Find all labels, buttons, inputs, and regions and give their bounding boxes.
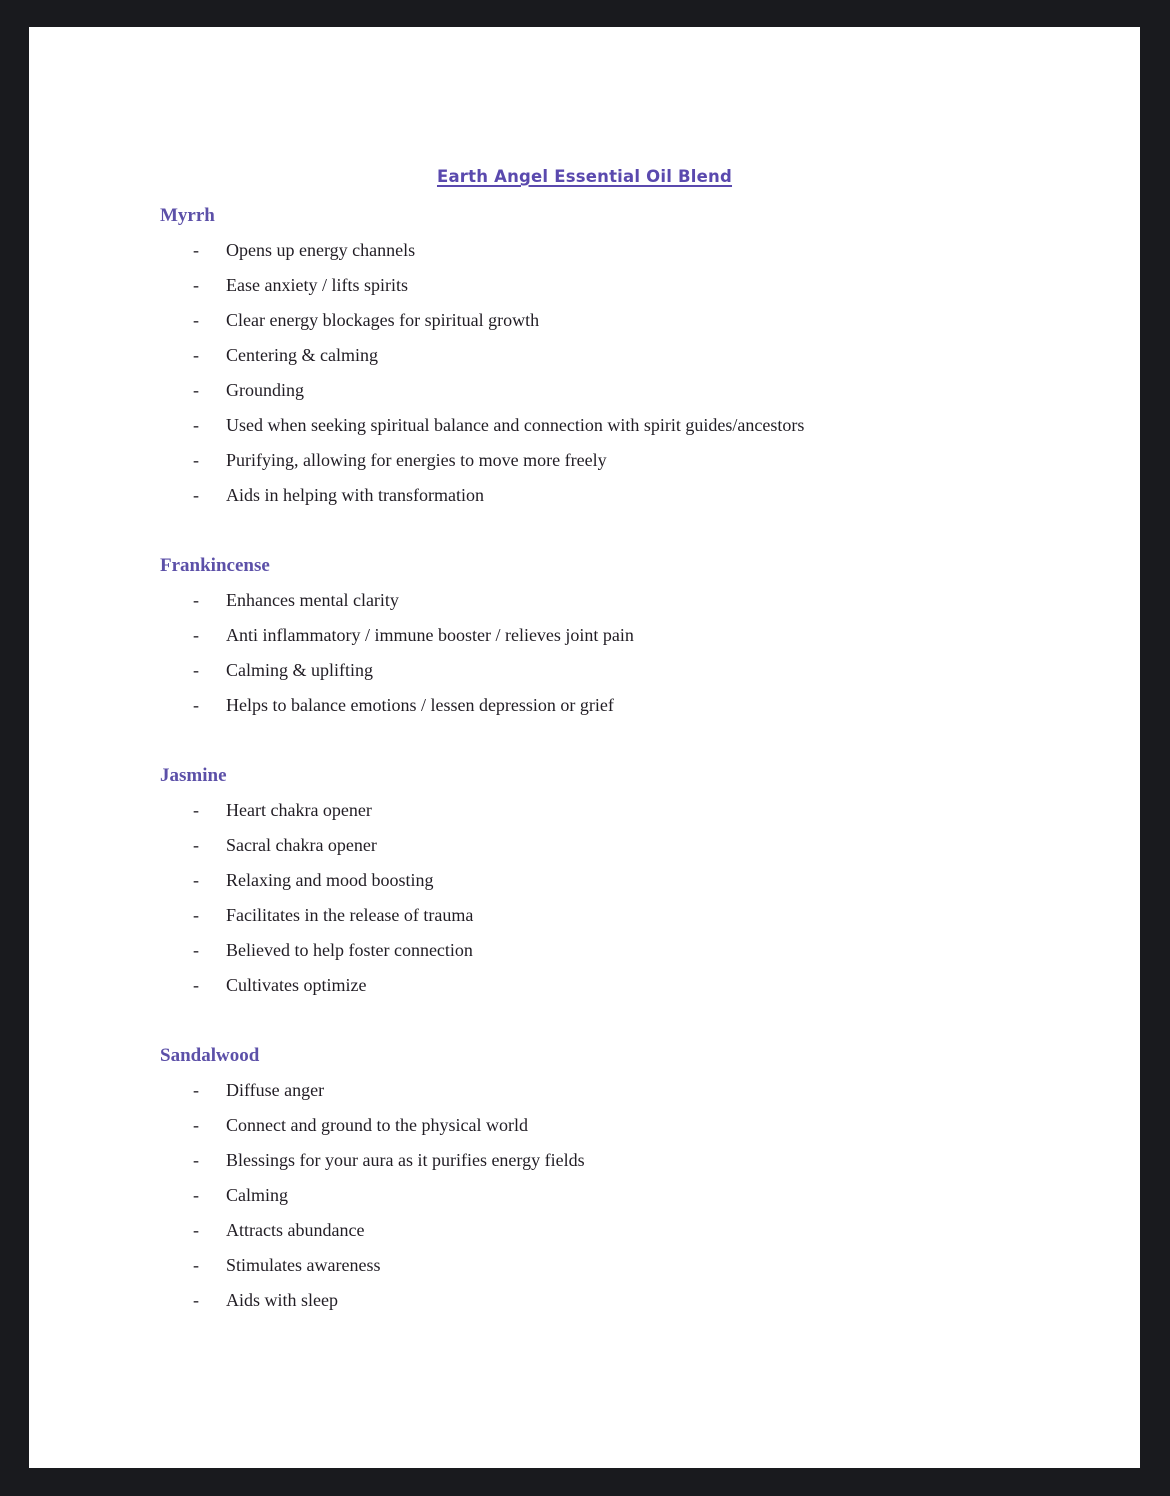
section-items — [29, 1073, 1140, 1318]
list-item — [193, 933, 1100, 968]
list-item-text: Blessings for your aura as it purifies energy fields — [226, 1150, 585, 1170]
oil-section-sandalwood — [29, 1038, 1140, 1318]
list-item — [193, 793, 1100, 828]
dash-bullet-icon: - — [193, 1185, 199, 1205]
dash-bullet-icon: - — [193, 450, 199, 470]
dash-bullet-icon: - — [193, 660, 199, 680]
dash-bullet-icon: - — [193, 1290, 199, 1310]
list-item-text: Connect and ground to the physical world — [226, 1115, 528, 1135]
list-item-text: Clear energy blockages for spiritual growth — [226, 310, 540, 330]
list-item — [193, 268, 1100, 303]
dash-bullet-icon: - — [193, 870, 199, 890]
dash-bullet-icon: - — [193, 415, 199, 435]
dash-bullet-icon: - — [193, 1080, 199, 1100]
list-item — [193, 863, 1100, 898]
list-item-text: Stimulates awareness — [226, 1255, 381, 1275]
dash-bullet-icon: - — [193, 310, 199, 330]
section-items — [29, 233, 1140, 513]
section-items — [29, 583, 1140, 723]
list-item-text: Enhances mental clarity — [226, 590, 399, 610]
list-item — [193, 338, 1100, 373]
list-item — [193, 443, 1100, 478]
list-item-text: Diffuse anger — [226, 1080, 325, 1100]
oil-section-jasmine — [29, 758, 1140, 1003]
list-item — [193, 478, 1100, 513]
section-items — [29, 793, 1140, 1003]
list-item — [193, 233, 1100, 268]
dash-bullet-icon: - — [193, 275, 199, 295]
list-item — [193, 373, 1100, 408]
list-item — [193, 1073, 1100, 1108]
dash-bullet-icon: - — [193, 380, 199, 400]
list-item — [193, 1143, 1100, 1178]
list-item-text: Sacral chakra opener — [226, 835, 377, 855]
list-item — [193, 1108, 1100, 1143]
dash-bullet-icon: - — [193, 695, 199, 715]
section-heading: Sandalwood — [160, 1045, 260, 1066]
list-item-text: Anti inflammatory / immune booster / relieves joint pain — [226, 625, 634, 645]
list-item — [193, 1248, 1100, 1283]
document-title: Earth Angel Essential Oil Blend — [436, 167, 733, 186]
dash-bullet-icon: - — [193, 1115, 199, 1135]
list-item — [193, 618, 1100, 653]
dash-bullet-icon: - — [193, 1150, 199, 1170]
oil-section-frankincense — [29, 548, 1140, 723]
section-heading: Myrrh — [160, 205, 215, 226]
list-item — [193, 1283, 1100, 1318]
oil-section-myrrh — [29, 198, 1140, 513]
list-item-text: Attracts abundance — [226, 1220, 365, 1240]
list-item-text: Cultivates optimize — [226, 975, 367, 995]
section-heading: Frankincense — [160, 555, 270, 576]
list-item-text: Aids with sleep — [226, 1290, 338, 1310]
list-item-text: Centering & calming — [226, 345, 378, 365]
dash-bullet-icon: - — [193, 835, 199, 855]
list-item — [193, 828, 1100, 863]
list-item-text: Calming — [226, 1185, 288, 1205]
dash-bullet-icon: - — [193, 485, 199, 505]
document-page — [29, 27, 1140, 1468]
list-item-text: Facilitates in the release of trauma — [226, 905, 474, 925]
dash-bullet-icon: - — [193, 975, 199, 995]
list-item — [193, 1178, 1100, 1213]
list-item — [193, 688, 1100, 723]
dash-bullet-icon: - — [193, 345, 199, 365]
list-item-text: Heart chakra opener — [226, 800, 372, 820]
list-item-text: Used when seeking spiritual balance and connection with spirit guides/ancestors — [226, 415, 805, 435]
dash-bullet-icon: - — [193, 625, 199, 645]
dash-bullet-icon: - — [193, 1255, 199, 1275]
list-item-text: Opens up energy channels — [226, 240, 416, 260]
list-item-text: Helps to balance emotions / lessen depression or grief — [226, 695, 614, 715]
list-item — [193, 1213, 1100, 1248]
list-item-text: Ease anxiety / lifts spirits — [226, 275, 408, 295]
list-item — [193, 408, 1100, 443]
list-item-text: Relaxing and mood boosting — [226, 870, 434, 890]
sections-container — [29, 198, 1140, 1318]
list-item — [193, 303, 1100, 338]
list-item — [193, 653, 1100, 688]
list-item-text: Purifying, allowing for energies to move more freely — [226, 450, 607, 470]
dash-bullet-icon: - — [193, 940, 199, 960]
list-item — [193, 583, 1100, 618]
list-item — [193, 968, 1100, 1003]
list-item-text: Calming & uplifting — [226, 660, 373, 680]
section-heading: Jasmine — [160, 765, 227, 786]
dash-bullet-icon: - — [193, 590, 199, 610]
list-item — [193, 898, 1100, 933]
list-item-text: Believed to help foster connection — [226, 940, 473, 960]
dash-bullet-icon: - — [193, 905, 199, 925]
list-item-text: Aids in helping with transformation — [226, 485, 484, 505]
list-item-text: Grounding — [226, 380, 304, 400]
dash-bullet-icon: - — [193, 1220, 199, 1240]
dash-bullet-icon: - — [193, 240, 199, 260]
dash-bullet-icon: - — [193, 800, 199, 820]
